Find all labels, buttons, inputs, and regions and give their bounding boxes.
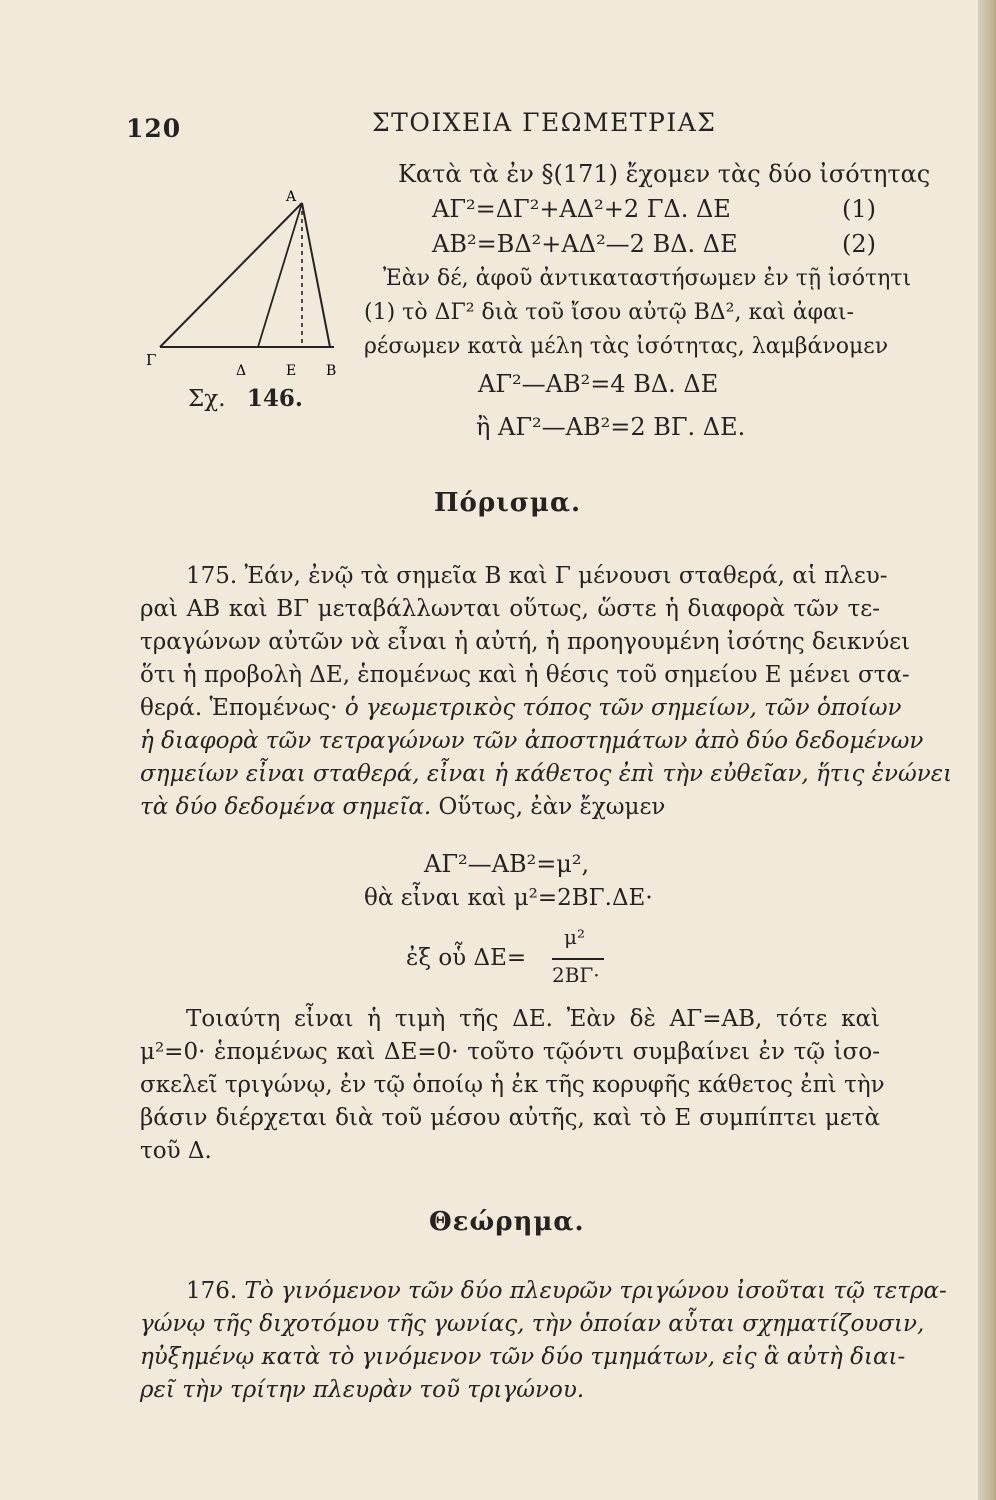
fraction-numerator: μ²: [564, 925, 586, 949]
porisma-equation-c: ἐξ οὗ ΔΕ=: [406, 945, 527, 971]
side-AB: [302, 203, 330, 347]
figure-caption: [188, 385, 303, 412]
page-number: 120: [126, 114, 182, 143]
equation-3: ΑΓ²—ΑΒ²=4 ΒΔ. ΔΕ: [478, 370, 719, 398]
theorema-heading: Θεώρημα.: [429, 1207, 585, 1237]
fraction: [548, 925, 608, 995]
figure-146: [140, 185, 355, 385]
porisma-line-4: ὅτι ἡ προβολὴ ΔΕ, ἑπομένως καὶ ἡ θέσις τοῦ σημείου Ε μένει στα-: [140, 662, 910, 688]
equation-1-tag: (1): [842, 195, 876, 223]
label-D: Δ: [236, 363, 247, 379]
porisma-line-2: ραὶ ΑΒ καὶ ΒΓ μεταβάλλωνται οὕτως, ὥστε ἡ διαφορὰ τῶν τε-: [140, 596, 880, 622]
porisma-line-6: ἡ διαφορὰ τῶν τετραγώνων τῶν ἀποστημάτων ἀπὸ δύο δεδομένων: [140, 728, 924, 754]
porisma-paragraph: [140, 560, 953, 824]
porisma-conclusion: [140, 1003, 885, 1168]
theorema-line-1: [140, 1275, 947, 1308]
proof-text-2: (1) τὸ ΔΓ² διὰ τοῦ ἴσου αὐτῷ ΒΔ², καὶ ἀφαι-: [364, 300, 854, 325]
label-E: Ε: [286, 363, 297, 379]
proof-line-1: Κατὰ τὰ ἐν §(171) ἔχομεν τὰς δύο ἰσότητας: [398, 160, 931, 188]
theorema-line-4: ρεῖ τὴν τρίτην πλευρὰν τοῦ τριγώνου.: [140, 1377, 585, 1403]
equation-2-tag: (2): [842, 230, 876, 258]
porisma-line-8: [140, 791, 880, 824]
fraction-bar: [552, 958, 604, 960]
theorema-number: 176.: [186, 1278, 238, 1304]
theorema-line-3: ηὐξημένῳ κατὰ τὸ γινόμενον τῶν δύο τμημάτων, εἰς ἃ αὐτὴ διαι-: [140, 1344, 906, 1370]
porisma-line-5a: θερά. Ἑπομένως·: [140, 695, 338, 721]
porisma-heading: Πόρισμα.: [434, 488, 582, 518]
label-A: Α: [286, 189, 297, 205]
porisma-line-3: τραγώνων αὐτῶν νὰ εἶναι ἡ αὐτή, ἡ προηγουμένη ἰσότης δεικνύει: [140, 629, 911, 655]
conclusion-line-4: βάσιν διέρχεται διὰ τοῦ μέσου αὐτῆς, καὶ τὸ Ε συμπίπτει μετὰ: [140, 1105, 880, 1131]
page-edge: [978, 0, 996, 1500]
porisma-line-7: σημείων εἶναι σταθερά, εἶναι ἡ κάθετος ἐπὶ τὴν εὐθεῖαν, ἥτις ἑνώνει: [140, 761, 953, 787]
porisma-number: 175.: [186, 563, 238, 589]
theorema-line-1-text: Τὸ γινόμενον τῶν δύο πλευρῶν τριγώνου ἰσοῦται τῷ τετρα-: [244, 1278, 947, 1304]
proof-text-3: ρέσωμεν κατὰ μέλη τὰς ἰσότητας, λαμβάνομεν: [364, 334, 889, 359]
equation-1: ΑΓ²=ΔΓ²+ΑΔ²+2 ΓΔ. ΔΕ: [432, 195, 731, 223]
conclusion-line-3: σκελεῖ τριγώνῳ, ἐν τῷ ὁποίῳ ἡ ἐκ τῆς κορυφῆς κάθετος ἐπὶ τὴν: [140, 1072, 885, 1098]
label-B: Β: [326, 363, 337, 379]
porisma-line-8a: τὰ δύο δεδομένα σημεῖα.: [140, 794, 432, 820]
porisma-line-5b: ὁ γεωμετρικὸς τόπος τῶν σημείων, τῶν ὁποίων: [344, 695, 902, 721]
equation-4: ἢ ΑΓ²—ΑΒ²=2 ΒΓ. ΔΕ.: [476, 413, 746, 441]
porisma-line-5: [140, 692, 902, 725]
porisma-line-8b: Οὕτως, ἐὰν ἔχωμεν: [438, 794, 666, 820]
theorema-line-2: γώνῳ τῆς διχοτόμου τῆς γωνίας, τὴν ὁποίαν αὗται σχηματίζουσιν,: [140, 1311, 925, 1337]
porisma-equation-b: θὰ εἶναι καὶ μ²=2ΒΓ.ΔΕ·: [364, 885, 653, 911]
label-G: Γ: [146, 351, 157, 369]
theorema-paragraph: [140, 1275, 947, 1407]
porisma-line-1: [140, 560, 888, 593]
proof-text-1: Ἐὰν δέ, ἀφοῦ ἀντικαταστήσωμεν ἐν τῇ ἰσότητι: [383, 266, 912, 291]
caption-number: 146.: [246, 385, 303, 412]
running-title: ΣΤΟΙΧΕΙΑ ΓΕΩΜΕΤΡΙΑΣ: [372, 108, 717, 137]
fraction-denominator: 2ΒΓ·: [552, 963, 600, 987]
conclusion-line-5: τοῦ Δ.: [140, 1138, 212, 1164]
porisma-line-1-text: Ἐάν, ἐνῷ τὰ σημεῖα Β καὶ Γ μένουσι σταθερά, αἱ πλευ-: [244, 563, 888, 589]
conclusion-line-1: Τοιαύτη εἶναι ἡ τιμὴ τῆς ΔΕ. Ἐὰν δὲ ΑΓ=ΑΒ, τότε καὶ: [186, 1006, 880, 1032]
caption-prefix: Σχ.: [188, 386, 226, 412]
equation-2: ΑΒ²=ΒΔ²+ΑΔ²—2 ΒΔ. ΔΕ: [432, 230, 738, 258]
conclusion-line-2: μ²=0· ἑπομένως καὶ ΔΕ=0· τοῦτο τῷόντι συμβαίνει ἐν τῷ ἰσο-: [140, 1039, 880, 1065]
porisma-equation-a: ΑΓ²—ΑΒ²=μ²,: [424, 850, 590, 878]
